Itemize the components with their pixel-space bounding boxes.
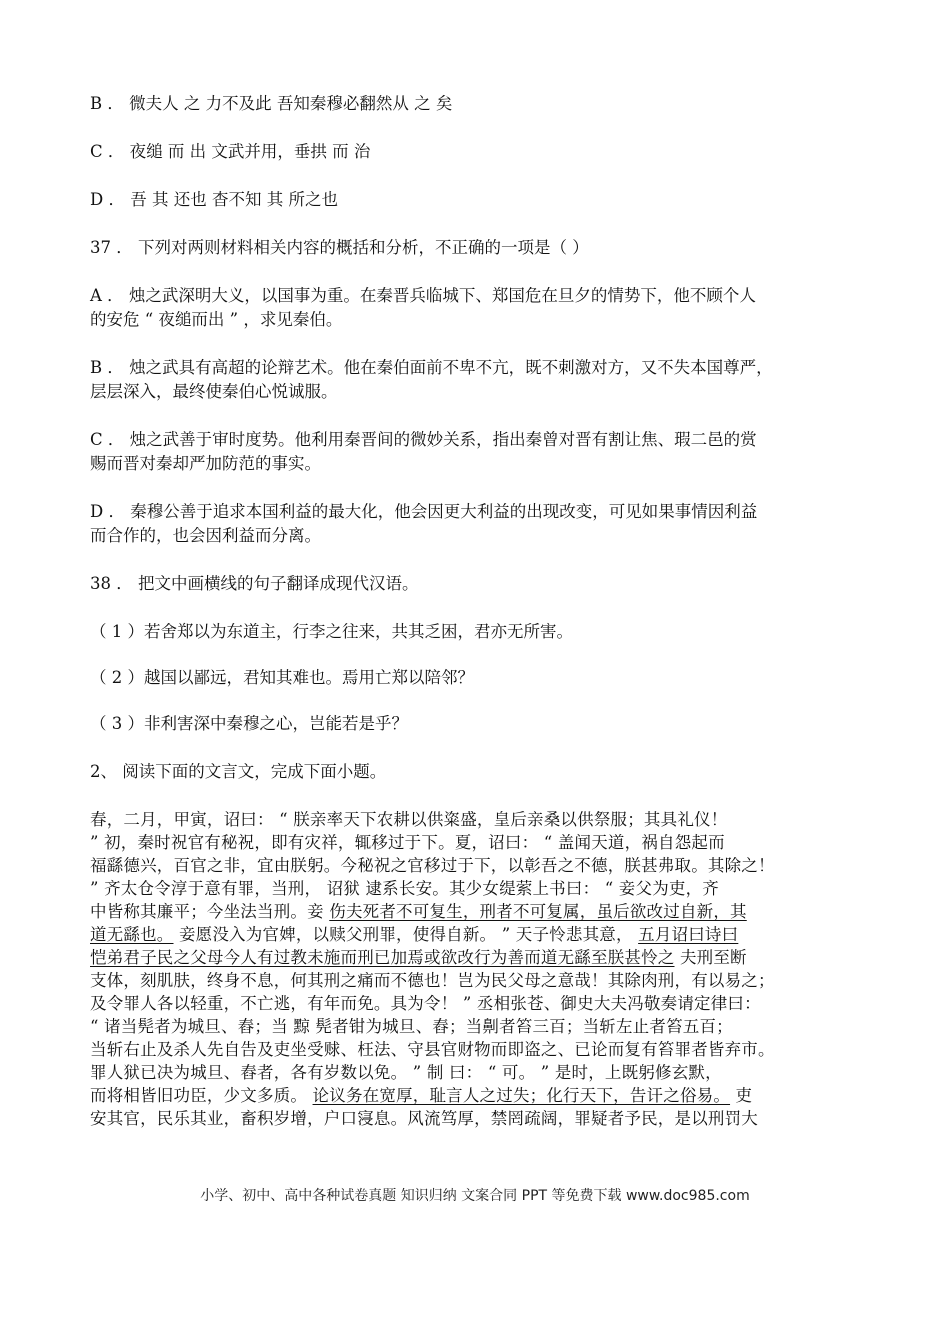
passage-line: 福繇德兴，百官之非，宜由朕躬。今秘祝之官移过于下，以彰吾之不德，朕甚弗取。其除之！ (90, 856, 775, 875)
passage-line (90, 900, 870, 923)
question-37-stem: 37 ． 下列对两则材料相关内容的概括和分析，不正确的一项是（ ） (90, 238, 589, 257)
passage-line: 安其官，民乐其业，畜积岁增，户口寖息。风流笃厚，禁罔疏阔，罪疑者予民，是以刑罚大 (90, 1109, 758, 1128)
passage-text: 而将相皆旧功臣，少文多质。 (90, 1086, 313, 1105)
underlined-sentence: 伤夫死者不可复生，刑者不可复属，虽后欲改过自新，其 (329, 902, 747, 921)
q37-option-c-line2: 赐而晋对秦却严加防范的事实。 (90, 454, 321, 473)
passage-text: 吏 (730, 1086, 753, 1105)
passage-line: 春，二月，甲寅，诏曰： “ 朕亲率天下农耕以供粢盛，皇后亲桑以供祭服；其具礼仪！ (90, 810, 728, 829)
q37-option-d-line2: 而合作的，也会因利益而分离。 (90, 526, 321, 545)
option-36-c: C ． 夜缒 而 出 文武并用，垂拱 而 治 (90, 142, 371, 161)
passage-line: ” 初，秦时祝官有秘祝，即有灾祥，辄移过于下。夏，诏曰： “ 盖闻天道，祸自怨起而 (90, 833, 725, 852)
question-38-stem: 38 ． 把文中画横线的句子翻译成现代汉语。 (90, 574, 419, 593)
underlined-sentence: 论议务在宽厚，耻言人之过失；化行天下，告讦之俗易。 (312, 1086, 731, 1105)
q37-option-a-line2: 的安危 “ 夜缒而出 ” ，求见秦伯。 (90, 310, 343, 329)
underlined-sentence: 五月诏曰诗曰 (638, 925, 739, 944)
q37-option-a-line1: A ． 烛之武深明大义，以国事为重。在秦晋兵临城下、郑国危在旦夕的情势下，他不顾个人 (90, 286, 756, 305)
passage-line: 及令罪人各以轻重，不亡逃，有年而免。具为令！ ” 丞相张苍、御史大夫冯敬奏请定律曰： (90, 994, 761, 1013)
passage-line: 罪人狱已决为城旦、舂者，各有岁数以免。 ” 制 曰： “ 可。 ” 是时，上既躬修玄默， (90, 1063, 722, 1082)
option-36-d: D ． 吾 其 还也 杳不知 其 所之也 (90, 190, 338, 209)
passage-text: 中皆称其廉平；今坐法当刑。妾 (90, 902, 330, 921)
passage-line (90, 946, 870, 969)
passage-line: ” 齐太仓令淳于意有罪，当刑， 诏狱 逮系长安。其少女缇萦上书曰： “ 妾父为吏，齐 (90, 879, 719, 898)
q37-option-c-line1: C ． 烛之武善于审时度势。他利用秦晋间的微妙关系，指出秦曾对晋有割让焦、瑕二邑的赏 (90, 430, 757, 449)
underlined-sentence: 道无繇也。 (90, 925, 174, 944)
section-2-heading: 2、 阅读下面的文言文，完成下面小题。 (90, 762, 387, 781)
passage-line: “ 诸当髡者为城旦、舂；当 黥 髡者钳为城旦、舂；当劓者笞三百；当斩左止者笞五百； (90, 1017, 733, 1036)
passage-line (90, 923, 870, 946)
passage-text: 夫刑至断 (674, 948, 747, 967)
passage-text: 妾愿没入为官婢，以赎父刑罪，使得自新。 ” 天子怜悲其意， (173, 925, 639, 944)
q37-option-b-line1: B ． 烛之武具有高超的论辩艺术。他在秦伯面前不卑不亢，既不刺激对方，又不失本国尊严， (90, 358, 773, 377)
q37-option-d-line1: D ． 秦穆公善于追求本国利益的最大化，他会因更大利益的出现改变，可见如果事情因利益 (90, 502, 758, 521)
passage-line (90, 1084, 870, 1107)
q38-sentence-3: （ 3 ）非利害深中秦穆之心，岂能若是乎？ (90, 714, 408, 733)
passage-line: 支体，刻肌肤，终身不息，何其刑之痛而不德也！岂为民父母之意哉！其除肉刑，有以易之； (90, 971, 775, 990)
option-36-b: B ． 微夫人 之 力不及此 吾知秦穆必翻然从 之 矣 (90, 94, 453, 113)
page-footer: 小学、初中、高中各种试卷真题 知识归纳 文案合同 PPT 等免费下载 www.doc985.com (200, 1188, 750, 1204)
q37-option-b-line2: 层层深入，最终使秦伯心悦诚服。 (90, 382, 338, 401)
passage-line: 当斩右止及杀人先自告及吏坐受赇、枉法、守县官财物而即盗之、已论而复有笞罪者皆弃市。 (90, 1040, 775, 1059)
q38-sentence-2: （ 2 ）越国以鄙远，君知其难也。焉用亡郑以陪邻？ (90, 668, 474, 687)
underlined-sentence: 恺弟君子民之父母今人有过教未施而刑已加焉或欲改行为善而道无繇至朕甚怜之 (90, 948, 675, 967)
q38-sentence-1: （ 1 ）若舍郑以为东道主，行李之往来，共其乏困，君亦无所害。 (90, 622, 573, 641)
